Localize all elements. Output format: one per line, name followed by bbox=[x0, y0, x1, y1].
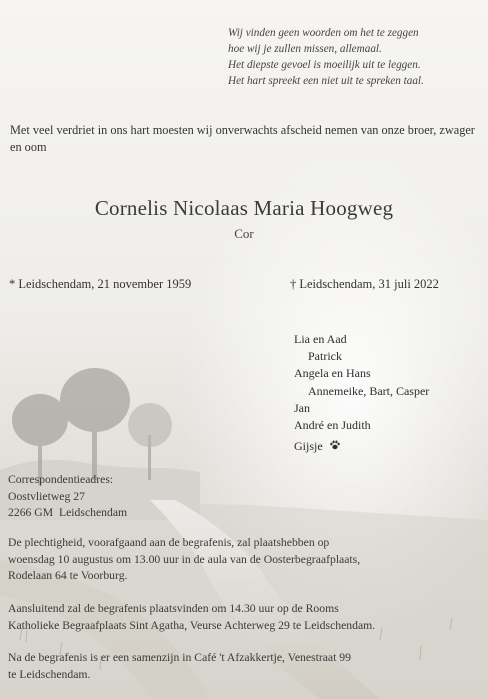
burial-line: Katholieke Begraafplaats Sint Agatha, Veurse Achterweg 29 te Leidschendam. bbox=[8, 618, 376, 632]
poem-line: hoe wij je zullen missen, allemaal. bbox=[228, 43, 382, 55]
gathering-line: Na de begrafenis is er een samenzijn in Café 't Afzakkertje, Venestraat 99 bbox=[8, 651, 351, 664]
family-member: Patrick bbox=[308, 349, 342, 364]
correspondence-address bbox=[8, 472, 478, 522]
address-heading: Correspondentieadres: bbox=[8, 473, 114, 486]
family-member: Annemeike, Bart, Casper bbox=[308, 383, 430, 398]
ceremony-line: woensdag 10 augustus om 13.00 uur in de aula van de Oosterbegraafplaats, bbox=[8, 552, 361, 566]
ceremony-info bbox=[8, 535, 478, 585]
burial-line: Aansluitend zal de begrafenis plaatsvinden om 14.30 uur op de Rooms bbox=[8, 602, 339, 615]
birth-date: * Leidschendam, 21 november 1959 bbox=[9, 277, 192, 291]
ceremony-line: Rodelaan 64 te Voorburg. bbox=[8, 569, 128, 582]
pet-name: Gijsje bbox=[294, 439, 323, 454]
paw-print-icon bbox=[329, 439, 341, 451]
family-member: André en Judith bbox=[294, 418, 371, 433]
poem-line: Het diepste gevoel is moeilijk uit te leggen. bbox=[228, 59, 421, 71]
gathering-line: te Leidschendam. bbox=[8, 667, 91, 681]
family-list bbox=[294, 331, 429, 455]
address-city: 2266 GM Leidschendam bbox=[8, 506, 128, 519]
pet-entry bbox=[294, 438, 429, 455]
poem bbox=[228, 25, 478, 89]
family-member: Lia en Aad bbox=[294, 332, 347, 346]
deceased-nickname: Cor bbox=[234, 226, 254, 241]
intro-text: Met veel verdriet in ons hart moesten wij onverwachts afscheid nemen van onze broer, zwager en oom bbox=[10, 123, 475, 154]
family-member: Angela en Hans bbox=[294, 366, 371, 381]
gathering-info bbox=[8, 650, 478, 683]
death-date: † Leidschendam, 31 juli 2022 bbox=[290, 277, 439, 291]
burial-info bbox=[8, 601, 478, 634]
address-street: Oostvlietweg 27 bbox=[8, 489, 85, 503]
poem-line: Het hart spreekt een niet uit te spreken taal. bbox=[228, 75, 424, 87]
poem-line: Wij vinden geen woorden om het te zeggen bbox=[228, 27, 419, 39]
deceased-name: Cornelis Nicolaas Maria Hoogweg bbox=[94, 196, 394, 220]
family-member: Jan bbox=[294, 400, 310, 415]
ceremony-line: De plechtigheid, voorafgaand aan de begrafenis, zal plaatshebben op bbox=[8, 536, 330, 549]
